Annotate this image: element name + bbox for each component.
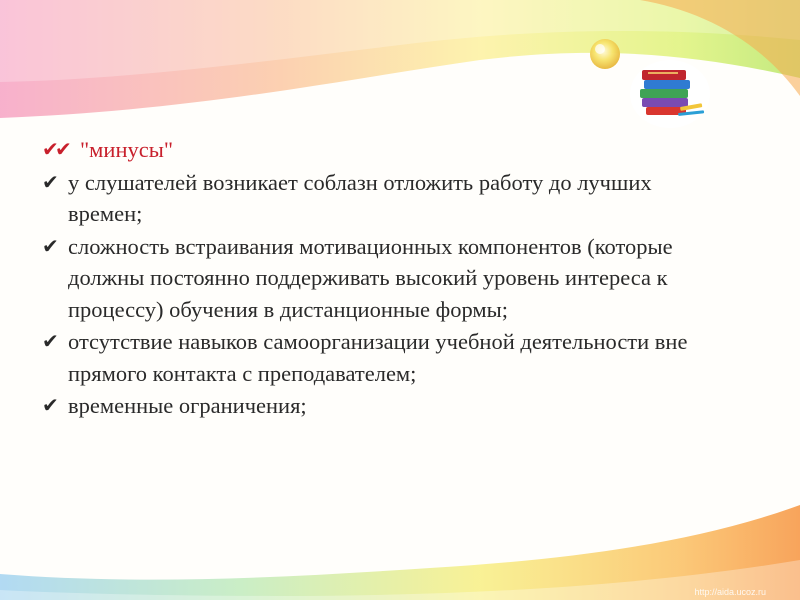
books-icon — [628, 58, 712, 130]
list-item-text: у слушателей возникает соблазн отложить работу до лучших времен; — [68, 169, 652, 226]
list-item-text: отсутствие навыков самоорганизации учебной деятельности вне прямого контакта с преподавателем; — [68, 329, 688, 386]
checkmark-icon: ✔ — [42, 393, 59, 417]
checkmark-icon: ✔ — [55, 137, 72, 161]
list-item-text: сложность встраивания мотивационных компонентов (которые должны постоянно поддерживать высокий уровень интереса к процессу) обучения в дистанционные формы; — [68, 233, 673, 322]
list-item — [40, 231, 720, 326]
footer-url: http://aida.ucoz.ru — [694, 587, 766, 597]
checkmark-icon: ✔ — [42, 137, 59, 161]
checkmark-icon: ✔ — [42, 329, 59, 353]
list-item-heading — [40, 134, 720, 166]
checkmark-icon: ✔ — [42, 233, 59, 258]
list-item-text: временные ограничения; — [68, 393, 307, 418]
list-item — [40, 390, 720, 422]
checkmark-icon: ✔ — [42, 169, 59, 194]
list-item — [40, 167, 720, 230]
bullet-list — [40, 134, 720, 423]
list-item — [40, 326, 720, 389]
list-item-text: "минусы" — [80, 137, 174, 162]
